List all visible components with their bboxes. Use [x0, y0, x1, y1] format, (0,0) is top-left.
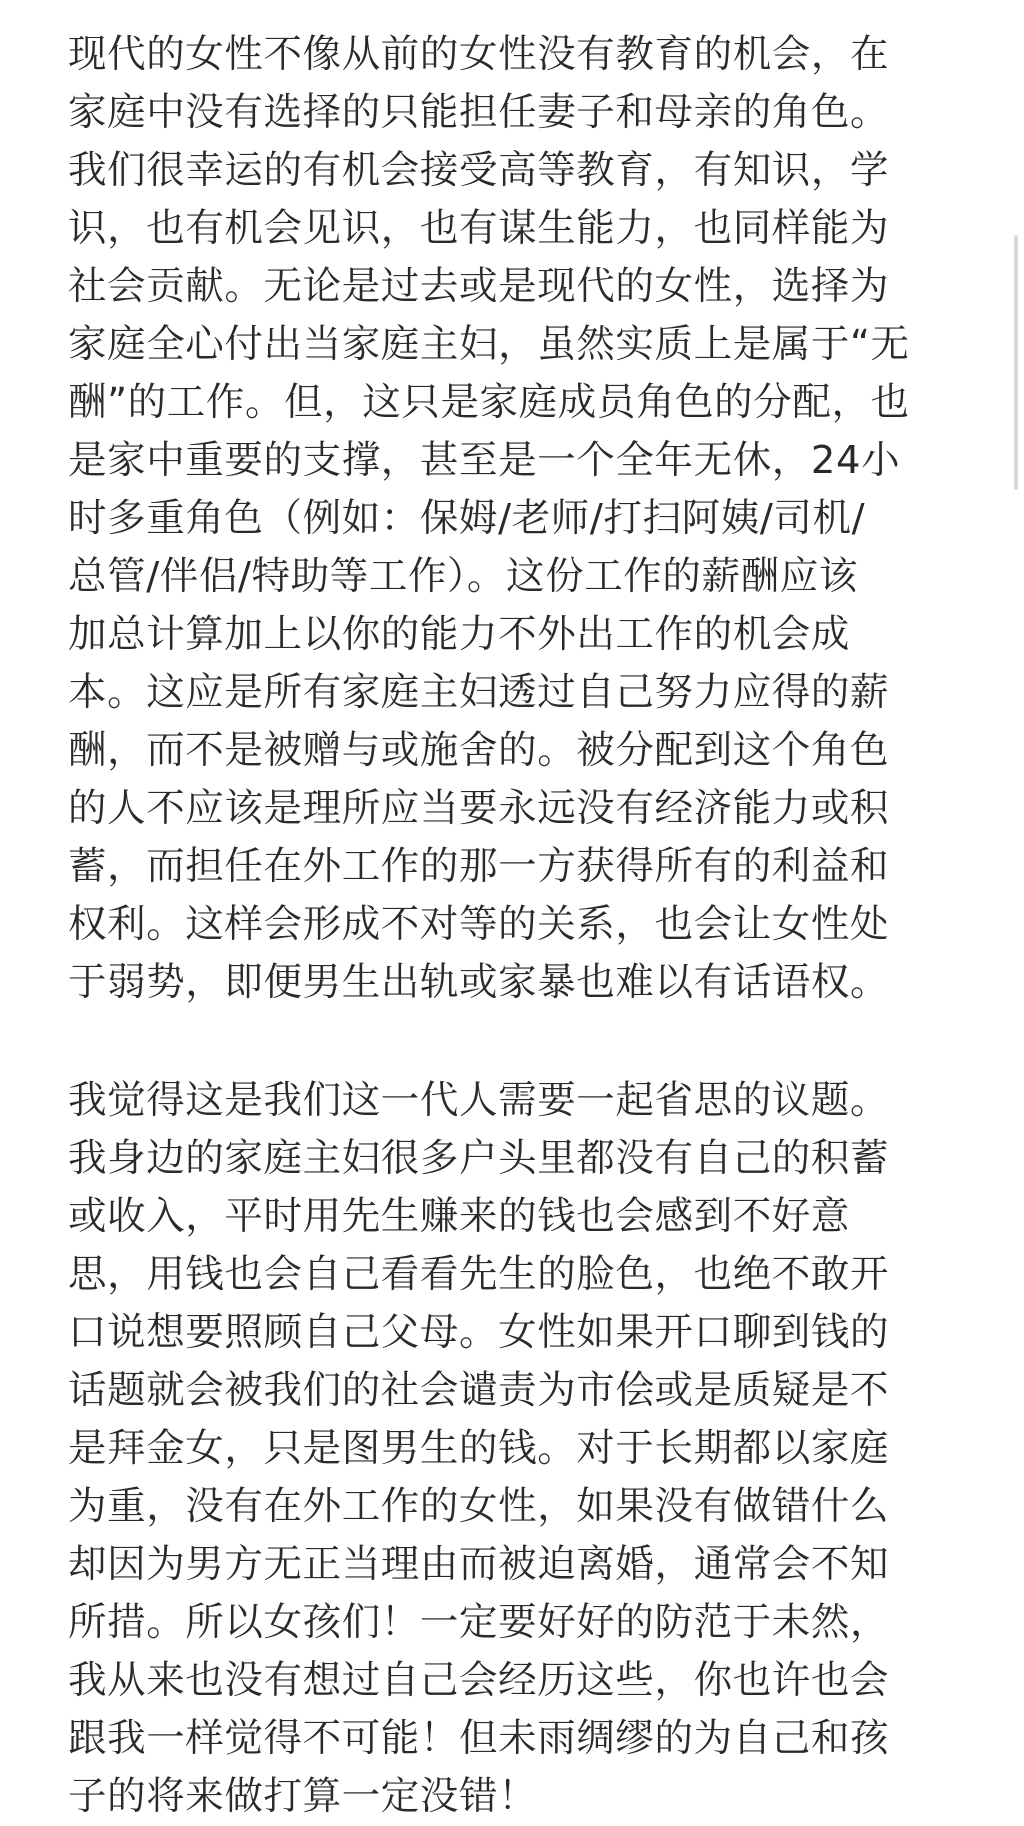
- text-line: 识，也有机会见识，也有谋生能力，也同样能为: [68, 206, 890, 251]
- text-line: 所措。所以女孩们！一定要好好的防范于未然，: [68, 1600, 890, 1645]
- text-line: 时多重角色（例如：保姆/老师/打扫阿姨/司机/: [68, 496, 866, 541]
- text-line: 酬，而不是被赠与或施舍的。被分配到这个角色: [68, 728, 890, 773]
- text-line: 话题就会被我们的社会谴责为市侩或是质疑是不: [68, 1368, 890, 1413]
- text-line: 是家中重要的支撑，甚至是一个全年无休，24小: [68, 438, 901, 483]
- text-line: 蓄，而担任在外工作的那一方获得所有的利益和: [68, 844, 890, 889]
- text-line: 口说想要照顾自己父母。女性如果开口聊到钱的: [68, 1310, 890, 1355]
- text-line: 权利。这样会形成不对等的关系，也会让女性处: [68, 902, 890, 947]
- text-line: 家庭全心付出当家庭主妇，虽然实质上是属于“无: [68, 322, 910, 367]
- text-line: 为重，没有在外工作的女性，如果没有做错什么: [68, 1484, 890, 1529]
- article-paragraph-1: [68, 26, 968, 1012]
- text-line: 的人不应该是理所应当要永远没有经济能力或积: [68, 786, 890, 831]
- text-line: 我从来也没有想过自己会经历这些，你也许也会: [68, 1658, 890, 1703]
- text-line: 现代的女性不像从前的女性没有教育的机会，在: [68, 32, 890, 77]
- article-paragraph-2: [68, 1072, 968, 1826]
- text-line: 思，用钱也会自己看看先生的脸色，也绝不敢开: [68, 1252, 890, 1297]
- text-line: 我身边的家庭主妇很多户头里都没有自己的积蓄: [68, 1136, 890, 1181]
- scrollbar[interactable]: [1014, 235, 1018, 490]
- text-line: 总管/伴侣/特助等工作）。这份工作的薪酬应该: [68, 554, 858, 599]
- text-line: 是拜金女，只是图男生的钱。对于长期都以家庭: [68, 1426, 890, 1471]
- text-line: 本。这应是所有家庭主妇透过自己努力应得的薪: [68, 670, 890, 715]
- text-line: 跟我一样觉得不可能！但未雨绸缪的为自己和孩: [68, 1716, 890, 1761]
- text-line: 酬”的工作。但，这只是家庭成员角色的分配，也: [68, 380, 910, 425]
- text-line: 家庭中没有选择的只能担任妻子和母亲的角色。: [68, 90, 890, 135]
- text-line: 或收入，平时用先生赚来的钱也会感到不好意: [68, 1194, 851, 1239]
- text-line: 我们很幸运的有机会接受高等教育，有知识，学: [68, 148, 890, 193]
- text-line: 于弱势，即便男生出轨或家暴也难以有话语权。: [68, 960, 890, 1005]
- text-line: 加总计算加上以你的能力不外出工作的机会成: [68, 612, 851, 657]
- text-line: 子的将来做打算一定没错！: [68, 1774, 538, 1819]
- text-line: 却因为男方无正当理由而被迫离婚，通常会不知: [68, 1542, 890, 1587]
- text-line: 社会贡献。无论是过去或是现代的女性，选择为: [68, 264, 890, 309]
- text-line: 我觉得这是我们这一代人需要一起省思的议题。: [68, 1078, 890, 1123]
